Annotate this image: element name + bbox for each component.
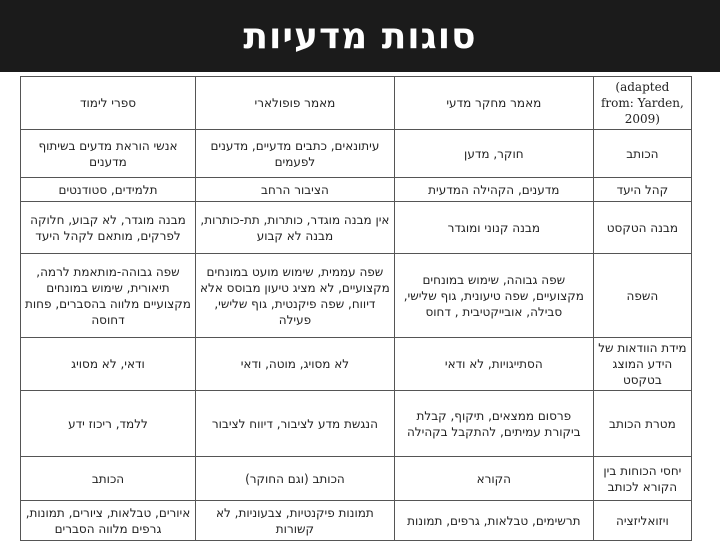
table-row [21, 501, 692, 541]
row-label: השפה [593, 254, 691, 338]
table-cell: שפה עממית, שימוש מועט במונחים מקצועיים, לא מציג טיעון מבוסס אלא דיווח, שפה פיקנטית, גוף שלישי, פעילה [195, 254, 394, 338]
table-cell: אין מבנה מוגדר, כותרות, תת-כותרות, מבנה לא קבוע [195, 202, 394, 254]
header-textbooks: ספרי לימוד [21, 77, 196, 130]
table-row [21, 254, 692, 338]
table-cell: הכותב [21, 457, 196, 501]
table-row [21, 391, 692, 457]
table-cell: מבנה קנוני ומוגדר [394, 202, 593, 254]
table-cell: איורים, טבלאות, ציורים, תמונות, גרפים מלווה הסברים [21, 501, 196, 541]
table-cell: ללמד, ריכוז ידע [21, 391, 196, 457]
header-research-article: מאמר מחקר מדעי [394, 77, 593, 130]
table-cell: הכותב (וגם החוקר) [195, 457, 394, 501]
table-row [21, 130, 692, 178]
header-row [21, 77, 692, 130]
row-label: יחסי הכוחות בין הקורא לכותב [593, 457, 691, 501]
table-cell: הנגשת מדע לציבור, דיווח לציבור [195, 391, 394, 457]
row-label: מטרת הכותב [593, 391, 691, 457]
table-cell: עיתונאים, כתבים מדעיים, מדענים לפעמים [195, 130, 394, 178]
table-cell: שפה גבוהה, שימוש במונחים מקצועיים, שפה טיעונית, גוף שלישי, סבילה, אובייקטיבית , דחוס [394, 254, 593, 338]
table-cell: הסתייגויות, לא ודאי [394, 338, 593, 391]
row-label: ויזואליזציה [593, 501, 691, 541]
row-label: מבנה הטקסט [593, 202, 691, 254]
table-cell: הקורא [394, 457, 593, 501]
table-cell: תלמידים, סטודנטים [21, 178, 196, 202]
table-cell: שפה גבוהה-מותאמת לרמה, תיאורית, שימוש במונחים מקצועיים מלווה בהסברים, פחות דחוסה [21, 254, 196, 338]
table-cell: אנשי הוראת מדעים בשיתוף מדענים [21, 130, 196, 178]
comparison-table-wrapper [20, 76, 692, 541]
comparison-table [20, 76, 692, 541]
header-source-note: (adapted from: Yarden, 2009) [593, 77, 691, 130]
table-cell: תרשימים, טבלאות, גרפים, תמונות [394, 501, 593, 541]
page-title: סוגות מדעיות [243, 15, 477, 57]
table-cell: ודאי, לא מסויג [21, 338, 196, 391]
table-cell: חוקר, מדען [394, 130, 593, 178]
row-label: הכותב [593, 130, 691, 178]
table-row [21, 338, 692, 391]
row-label: מידת הוודאות של הידע המוצג בטקסט [593, 338, 691, 391]
table-cell: לא מסויג, מוטה, ודאי [195, 338, 394, 391]
title-bar [0, 0, 720, 72]
table-row [21, 457, 692, 501]
table-row [21, 202, 692, 254]
table-cell: מדענים, הקהילה המדעית [394, 178, 593, 202]
row-label: קהל היעד [593, 178, 691, 202]
table-cell: פרסום ממצאים, תיקוף, קבלת ביקורת עמיתים, להתקבל בקהילה [394, 391, 593, 457]
table-cell: הציבור הרחב [195, 178, 394, 202]
table-cell: תמונות פיקנטיות, צבעוניות, לא קשורות [195, 501, 394, 541]
table-row [21, 178, 692, 202]
table-cell: מבנה מוגדר, לא קבוע, חלוקה לפרקים, מותאם לקהל היעד [21, 202, 196, 254]
header-popular-article: מאמר פופולארי [195, 77, 394, 130]
